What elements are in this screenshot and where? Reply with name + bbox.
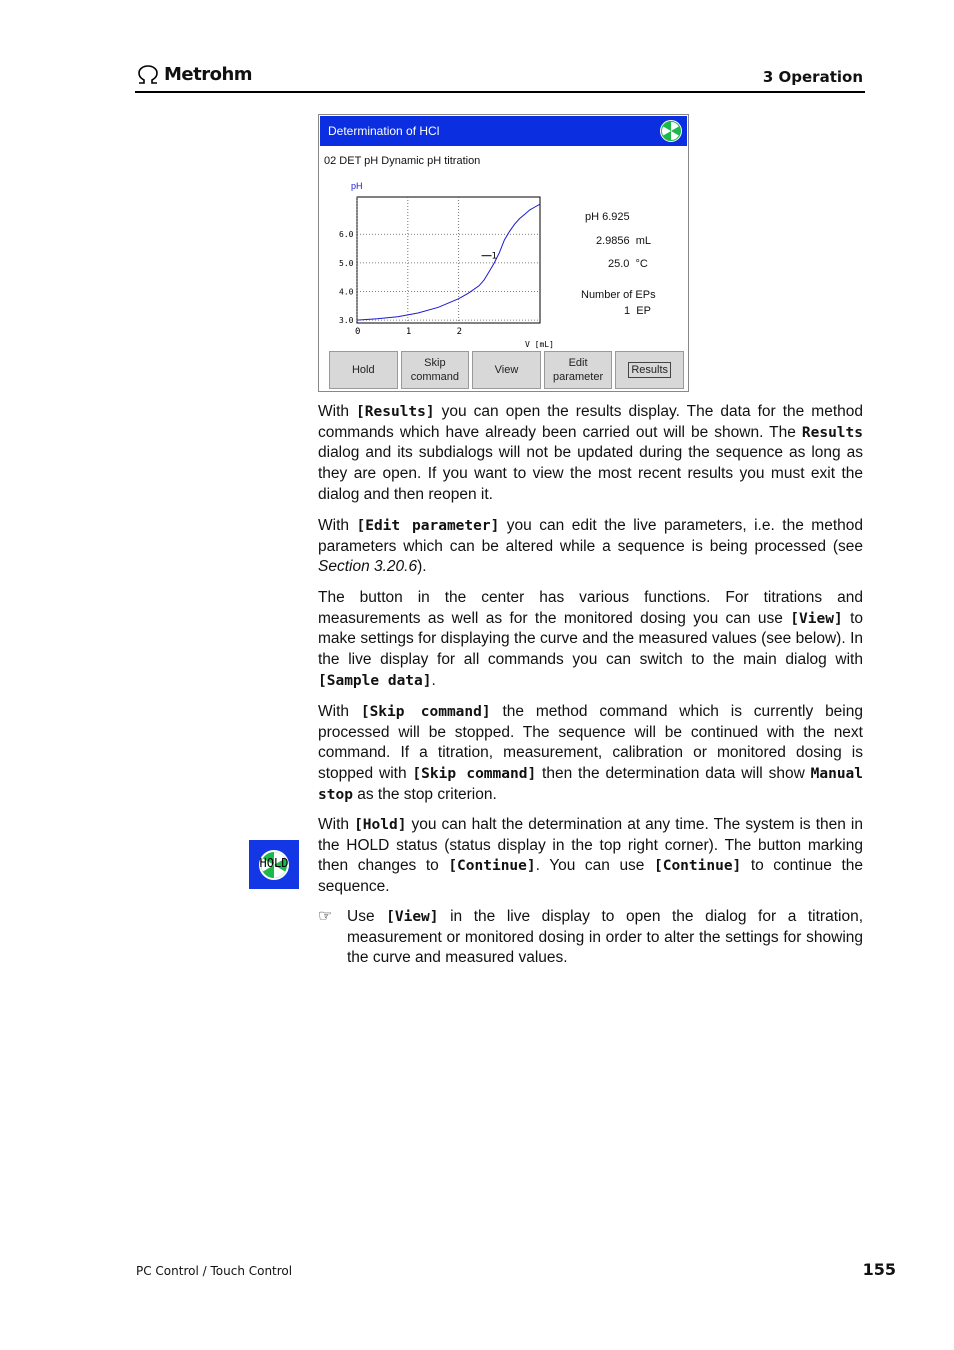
button-row (329, 351, 684, 389)
ep-count-label: Number of EPs (581, 289, 656, 301)
y-tick-label: 6.0 (339, 230, 354, 240)
section-title: 3 Operation (762, 68, 863, 86)
pointing-hand-icon: ☞ (318, 908, 333, 925)
hint-note: ☞ Use [View] in the live display to open the dialog for a titration, measurement or monitored dosing in order to alter the settings for showing the curve and measured values. (318, 908, 864, 967)
brand-name: Metrohm (164, 64, 253, 85)
hold-button[interactable]: Hold (329, 351, 398, 389)
y-tick-label: 3.0 (339, 316, 354, 326)
x-tick-label: 1 (405, 327, 412, 337)
page-number: 155 (862, 1260, 896, 1279)
header-logo (136, 64, 252, 85)
results-button[interactable]: Results (615, 351, 684, 389)
volume-readout: 2.9856 mL (596, 235, 652, 247)
window-title: Determination of HCl (328, 124, 440, 138)
x-tick-label: 2 (456, 327, 463, 337)
x-tick-label: 0 (355, 327, 361, 337)
paragraph-results: With [Results] you can open the results display. The data for the method commands which have already been carried out will be shown. The Results dialog and its subdialogs will not be updated during the sequence as long as they are open. If you want to view the most recent results you must exit the dialog and then reopen it. (318, 403, 863, 503)
temperature-readout: 25.0 °C (608, 258, 648, 270)
paragraph-view: The button in the center has various functions. For titrations and measurements as well as for the monitored dosing you can use [View] to make settings for displaying the curve and the measured values (see below). In the live display for all commands you can switch to the main dialog with [Sample data]. (318, 589, 863, 689)
plot-frame (357, 197, 540, 323)
endpoint-label: 1 (491, 251, 498, 262)
edit-parameter-button[interactable]: Edit parameter (544, 351, 613, 389)
paragraph-hold: With [Hold] you can halt the determination at any time. The system is then in the HOLD status (status display in the top right corner). The button marking then changes to [Continue]. You can use [Continue] to continue the sequence. (318, 816, 863, 896)
header-rule (135, 91, 865, 93)
paragraph-edit-parameter: With [Edit parameter] you can edit the live parameters, i.e. the method parameters which can be altered while a sequence is being processed (see Section 3.20.6). (318, 517, 863, 576)
y-tick-label: 4.0 (339, 287, 354, 297)
y-tick-label: 5.0 (339, 258, 354, 268)
view-button[interactable]: View (472, 351, 541, 389)
paragraph-skip-command: With [Skip command] the method command which is currently being processed will be stopped. The sequence will be continued with the next command. If a titration, measurement, calibration or monitored dosing is stopped with [Skip command] then the determination data will show Manual stop as the stop criterion. (318, 703, 864, 803)
y-axis-label: pH (351, 181, 363, 191)
skip-command-button[interactable]: Skip command (401, 351, 470, 389)
x-axis-label: V [mL] (525, 340, 554, 349)
ep-count-value: 1 EP (624, 305, 651, 317)
hold-status-icon (249, 840, 299, 889)
ph-readout: pH 6.925 (585, 211, 630, 223)
omega-logo-icon (136, 65, 160, 85)
live-display-screenshot (318, 114, 689, 392)
method-subtitle: 02 DET pH Dynamic pH titration (324, 155, 481, 167)
footer-product: PC Control / Touch Control (136, 1264, 293, 1278)
hold-icon-label: HOLD (259, 856, 289, 870)
